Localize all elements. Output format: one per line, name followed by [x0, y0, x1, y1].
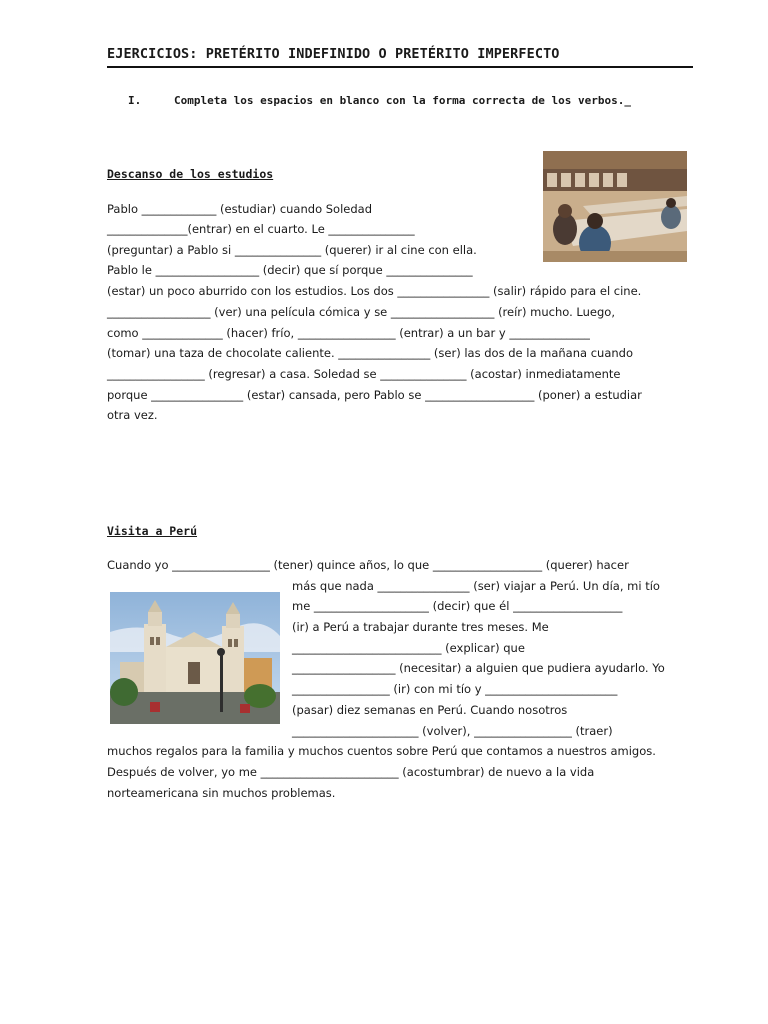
section2-line-6: __________________ (necesitar) a alguien que pudiera ayudarlo. Yo [292, 661, 665, 675]
section1-line-2: ______________(entrar) en el cuarto. Le _______________ [107, 222, 415, 236]
section2-line-7: _________________ (ir) con mi tío y _______________________ [292, 682, 618, 696]
instruction-text: Completa los espacios en blanco con la forma correcta de los verbos._ [174, 94, 631, 107]
section1-line-8: (tomar) una taza de chocolate caliente. ________________ (ser) las dos de la mañana cuando [107, 346, 634, 360]
section2-line-9: ______________________ (volver), _________________ (traer) [292, 724, 613, 738]
page-title: EJERCICIOS: PRETÉRITO INDEFINIDO O PRETÉRITO IMPERFECTO [107, 46, 693, 68]
instruction [128, 94, 631, 107]
section-title-descanso: Descanso de los estudios [107, 167, 274, 181]
section2-line-11: Después de volver, yo me ________________________ (acostumbrar) de nuevo a la vida [107, 765, 595, 779]
section2-line-10: muchos regalos para la familia y muchos cuentos sobre Perú que contamos a nuestros amigos. [107, 744, 656, 758]
section2-line-4: (ir) a Perú a trabajar durante tres meses. Me [292, 620, 549, 634]
section2-line-5: __________________________ (explicar) que [292, 641, 525, 655]
section2-line-8: (pasar) diez semanas en Perú. Cuando nosotros [292, 703, 568, 717]
section1-line-9: _________________ (regresar) a casa. Soledad se _______________ (acostar) inmediatamente [107, 367, 621, 381]
section1-line-11: otra vez. [107, 408, 158, 422]
section2-line-1: Cuando yo _________________ (tener) quince años, lo que ___________________ (querer) hacer [107, 558, 629, 572]
section2-line-2: más que nada ________________ (ser) viajar a Perú. Un día, mi tío [292, 579, 660, 593]
instruction-number: I. [128, 94, 142, 107]
section-title-visita: Visita a Perú [107, 524, 198, 538]
section2-line-3: me ____________________ (decir) que él ___________________ [292, 599, 623, 613]
cathedral-photo [110, 592, 280, 724]
section1-line-1: Pablo _____________ (estudiar) cuando Soledad [107, 202, 373, 216]
section1-line-7: como ______________ (hacer) frío, _________________ (entrar) a un bar y ______________ [107, 326, 590, 340]
section1-line-5: (estar) un poco aburrido con los estudios. Los dos ________________ (salir) rápido para el cine. [107, 284, 642, 298]
section2-line-12: norteamericana sin muchos problemas. [107, 786, 336, 800]
section1-line-10: porque ________________ (estar) cansada, pero Pablo se ___________________ (poner) a estudiar [107, 388, 642, 402]
section1-line-3: (preguntar) a Pablo si _______________ (querer) ir al cine con ella. [107, 243, 477, 257]
section1-line-6: __________________ (ver) una película cómica y se __________________ (reír) mucho. Luego, [107, 305, 615, 319]
section1-line-4: Pablo le __________________ (decir) que sí porque _______________ [107, 263, 473, 277]
library-photo [543, 151, 687, 262]
